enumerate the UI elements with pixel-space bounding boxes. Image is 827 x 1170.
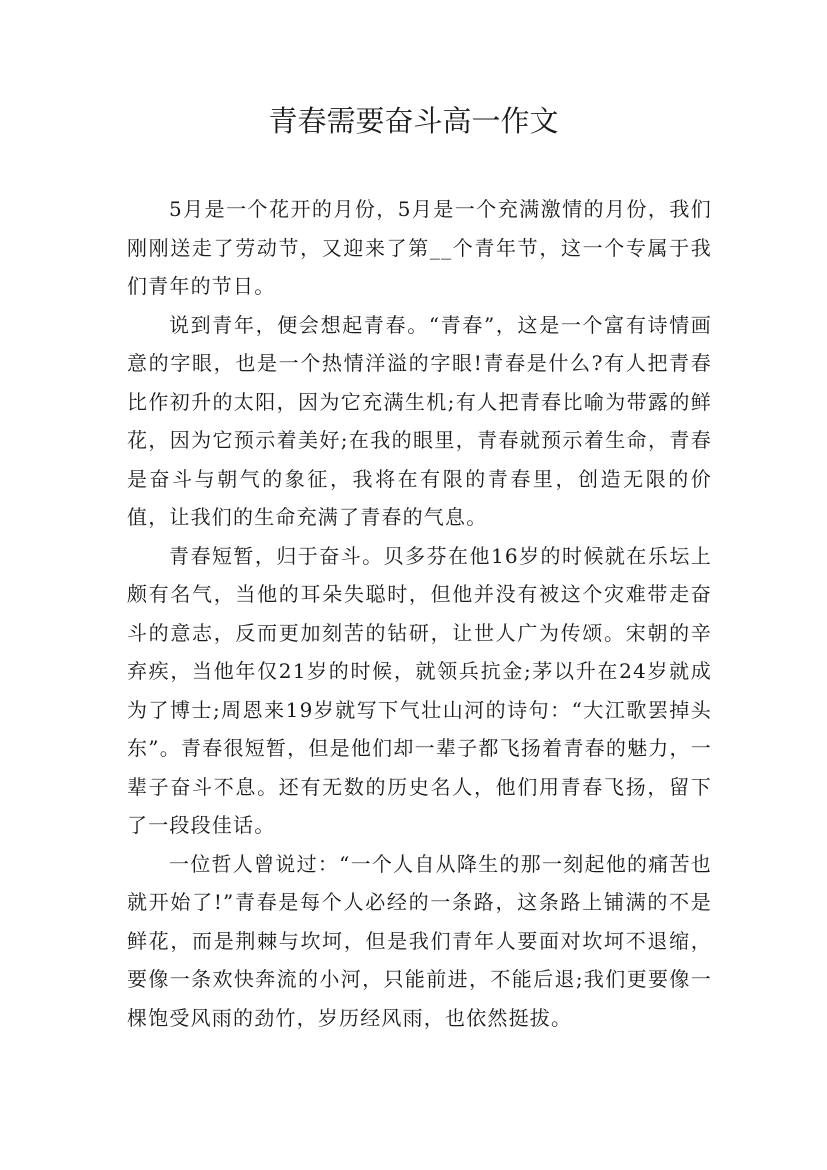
document-body — [127, 190, 712, 1037]
paragraph-4: 一位哲人曾说过：“一个人自从降生的那一刻起他的痛苦也就开始了!”青春是每个人必经的一条路，这条路上铺满的不是鲜花，而是荆棘与坎坷，但是我们青年人要面对坎坷不退缩，要像一条欢快奔流的小河，只能前进，不能后退;我们更要像一棵饱受风雨的劲竹，岁历经风雨，也依然挺拔。 — [127, 851, 712, 1030]
document-title: 青春需要奋斗高一作文 — [268, 104, 559, 138]
paragraph-1: 5月是一个花开的月份，5月是一个充满激情的月份，我们刚刚送走了劳动节，又迎来了第__个青年节，这一个专属于我们青年的节日。 — [127, 197, 712, 298]
paragraph-3: 青春短暂，归于奋斗。贝多芬在他16岁的时候就在乐坛上颇有名气，当他的耳朵失聪时，但他并没有被这个灾难带走奋斗的意志，反而更加刻苦的钻研，让世人广为传颂。宋朝的辛弃疾，当他年仅21岁的时候，就领兵抗金;茅以升在24岁就成为了博士;周恩来19岁就写下气壮山河的诗句：“大江歌罢掉头东”。青春很短暂，但是他们却一辈子都飞扬着青春的魅力，一辈子奋斗不息。还有无数的历史名人，他们用青春飞扬，留下了一段段佳话。 — [127, 543, 712, 837]
paragraph-2: 说到青年，便会想起青春。“青春”，这是一个富有诗情画意的字眼，也是一个热情洋溢的字眼!青春是什么?有人把青春比作初升的太阳，因为它充满生机;有人把青春比喻为带露的鲜花，因为它预示着美好;在我的眼里，青春就预示着生命，青春是奋斗与朝气的象征，我将在有限的青春里，创造无限的价值，让我们的生命充满了青春的气息。 — [127, 312, 712, 529]
